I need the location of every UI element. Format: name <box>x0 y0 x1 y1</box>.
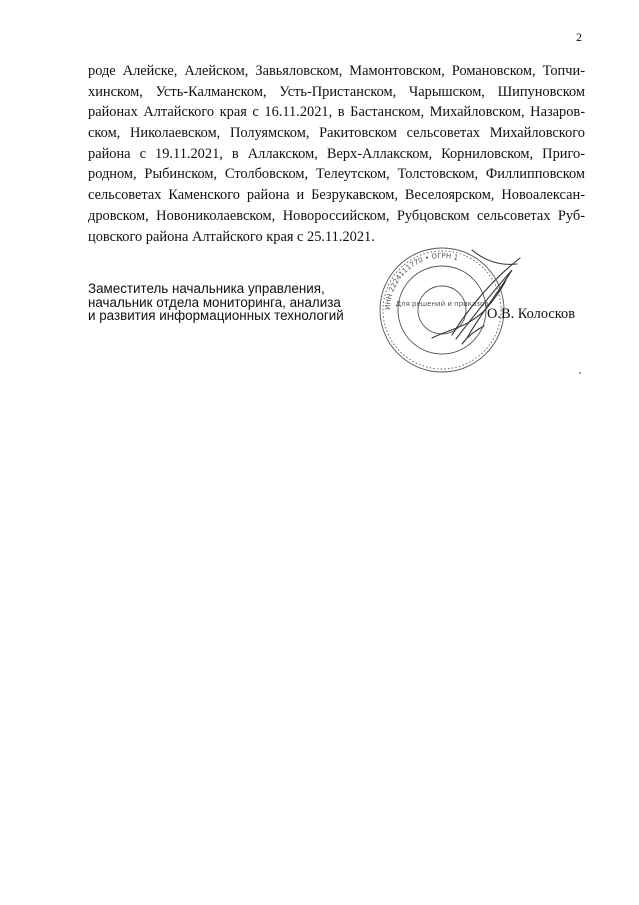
body-line: хинском, Усть-Калманском, Усть-Пристанском, Чарышском, Шипуновском <box>88 83 585 100</box>
body-line: ском, Николаевском, Полуямском, Ракитовском сельсоветах Михайловского <box>88 125 585 142</box>
body-line: районах Алтайского края с 16.11.2021, в Бастанском, Михайловском, Назаров- <box>88 104 585 121</box>
page-number: 2 <box>576 30 582 44</box>
position-line: Заместитель начальника управления, <box>88 281 325 296</box>
body-line: родном, Рыбинском, Столбовском, Телеутском, Толстовском, Филлипповском <box>88 166 585 183</box>
signature-position <box>88 282 344 323</box>
body-text <box>88 61 585 247</box>
position-line: начальник отдела мониторинга, анализа <box>88 294 341 310</box>
body-line: района с 19.11.2021, в Аллакском, Верх-Аллакском, Корниловском, Приго- <box>88 145 585 162</box>
body-line: роде Алейске, Алейском, Завьяловском, Мамонтовском, Романовском, Топчи- <box>88 63 585 79</box>
stamp-inner-text: Для решений и приказов <box>395 300 489 308</box>
body-line: сельсоветах Каменского района и Безрукавском, Веселоярском, Новоалексан- <box>88 187 585 204</box>
body-line: цовского района Алтайского края с 25.11.2021. <box>88 228 375 245</box>
stray-mark <box>579 372 581 374</box>
stamp-outer-text: ИНН 2224111770 • ОГРН 1 <box>383 251 460 311</box>
signature-scribble <box>432 250 520 344</box>
signer-name: О.В. Колосков <box>487 306 576 322</box>
body-line: дровском, Новониколаевском, Новороссийском, Рубцовском сельсоветах Руб- <box>88 207 585 224</box>
position-line: и развития информационных технологий <box>88 308 344 324</box>
